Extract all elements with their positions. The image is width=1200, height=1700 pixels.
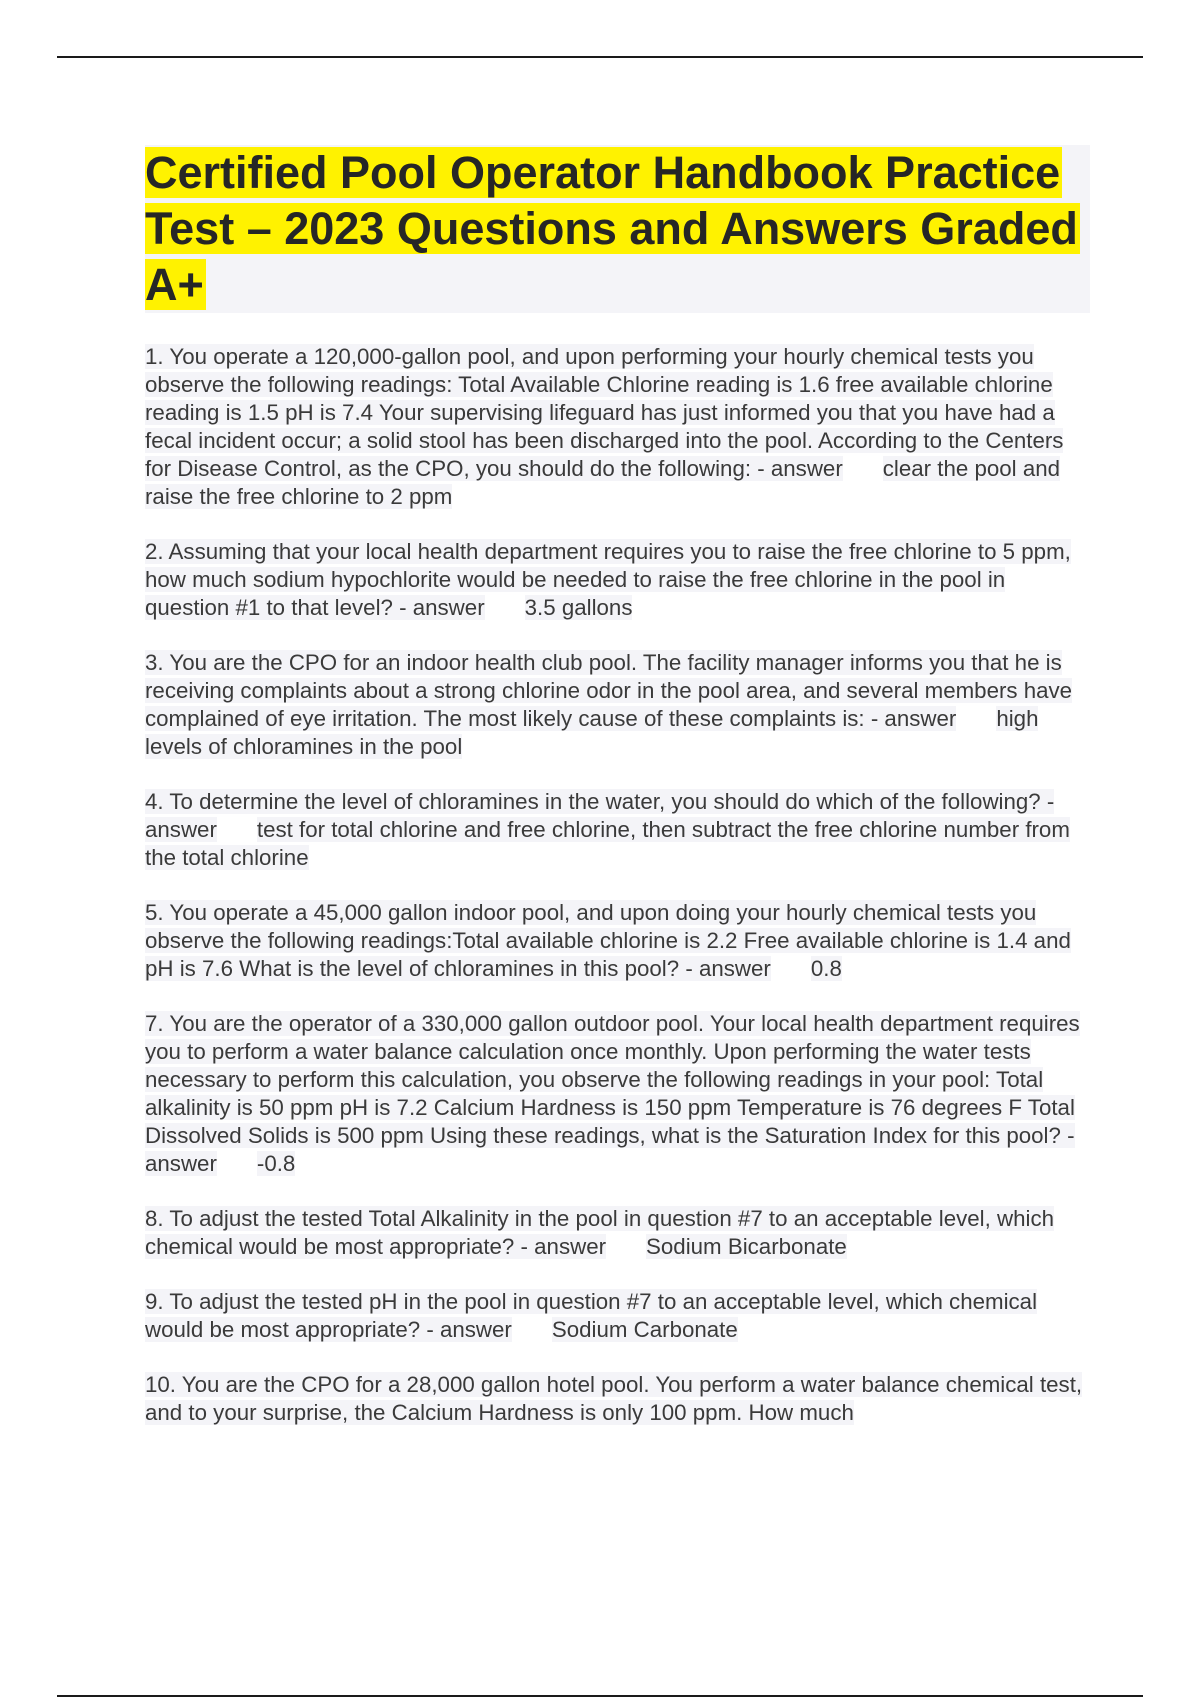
question-text: 7. You are the operator of a 330,000 gallon outdoor pool. Your local health department requires you to perform a water balance calculation once monthly. Upon performing the water tests necessary to perform this calculation, you observe the following readings in your pool: Total alkalinity is 50 ppm pH is 7.2 Calcium Hardness is 150 ppm Temperature is 76 degrees F Total Dissolved Solids is 500 ppm Using these readings, what is the Saturation Index for this pool? - answer bbox=[145, 1011, 1080, 1176]
answer-text: -0.8 bbox=[256, 1151, 296, 1176]
question-text: 8. To adjust the tested Total Alkalinity in the pool in question #7 to an acceptable level, which chemical would be most appropriate? - answer bbox=[145, 1206, 1054, 1259]
question-text: 4. To determine the level of chloramines in the water, you should do which of the following? - answer bbox=[145, 789, 1055, 842]
title-block bbox=[145, 145, 1090, 313]
qa-list bbox=[145, 343, 1090, 1427]
question-text: 3. You are the CPO for an indoor health club pool. The facility manager informs you that he is receiving complaints about a strong chlorine odor in the pool area, and several members have complained of eye irritation. The most likely cause of these complaints is: - answer bbox=[145, 650, 1073, 731]
qa-item bbox=[145, 649, 1090, 761]
qa-item bbox=[145, 343, 1090, 511]
qa-item bbox=[145, 788, 1090, 872]
answer-text: 3.5 gallons bbox=[524, 595, 633, 620]
page-content bbox=[145, 145, 1090, 1454]
qa-item bbox=[145, 1371, 1090, 1427]
question-text: 9. To adjust the tested pH in the pool in question #7 to an acceptable level, which chemical would be most appropriate? - answer bbox=[145, 1289, 1038, 1342]
question-text: 1. You operate a 120,000-gallon pool, and upon performing your hourly chemical tests you observe the following readings: Total Available Chlorine reading is 1.6 free available chlorine reading is 1.5 pH is 7.4 Your supervising lifeguard has just informed you that you have had a fecal incident occur; a solid stool has been discharged into the pool. According to the Centers for Disease Control, as the CPO, you should do the following: - answer bbox=[145, 344, 1064, 481]
qa-item bbox=[145, 899, 1090, 983]
qa-item bbox=[145, 538, 1090, 622]
qa-item bbox=[145, 1010, 1090, 1178]
answer-text: Sodium Carbonate bbox=[551, 1317, 738, 1342]
question-text: 5. You operate a 45,000 gallon indoor pool, and upon doing your hourly chemical tests you observe the following readings:Total available chlorine is 2.2 Free available chlorine is 1.4 and pH is 7.6 What is the level of chloramines in this pool? - answer bbox=[145, 900, 1071, 981]
answer-text: clear the pool and raise the free chlorine to 2 ppm bbox=[145, 456, 1061, 509]
document-title-text: Certified Pool Operator Handbook Practice Test – 2023 Questions and Answers Graded A+ bbox=[145, 147, 1078, 310]
qa-item bbox=[145, 1205, 1090, 1261]
document-title bbox=[145, 145, 1090, 313]
answer-text: high levels of chloramines in the pool bbox=[145, 706, 1039, 759]
answer-text: test for total chlorine and free chlorine, then subtract the free chlorine number from the total chlorine bbox=[145, 817, 1070, 870]
answer-text: Sodium Bicarbonate bbox=[646, 1234, 847, 1259]
question-text: 10. You are the CPO for a 28,000 gallon hotel pool. You perform a water balance chemical test, and to your surprise, the Calcium Hardness is only 100 ppm. How much bbox=[145, 1372, 1083, 1425]
top-rule bbox=[57, 56, 1143, 58]
qa-item bbox=[145, 1288, 1090, 1344]
bottom-rule bbox=[57, 1695, 1143, 1697]
question-text: 2. Assuming that your local health department requires you to raise the free chlorine to 5 ppm, how much sodium hypochlorite would be needed to raise the free chlorine in the pool in question #1 to that level? - answer bbox=[145, 539, 1071, 620]
answer-text: 0.8 bbox=[810, 956, 842, 981]
